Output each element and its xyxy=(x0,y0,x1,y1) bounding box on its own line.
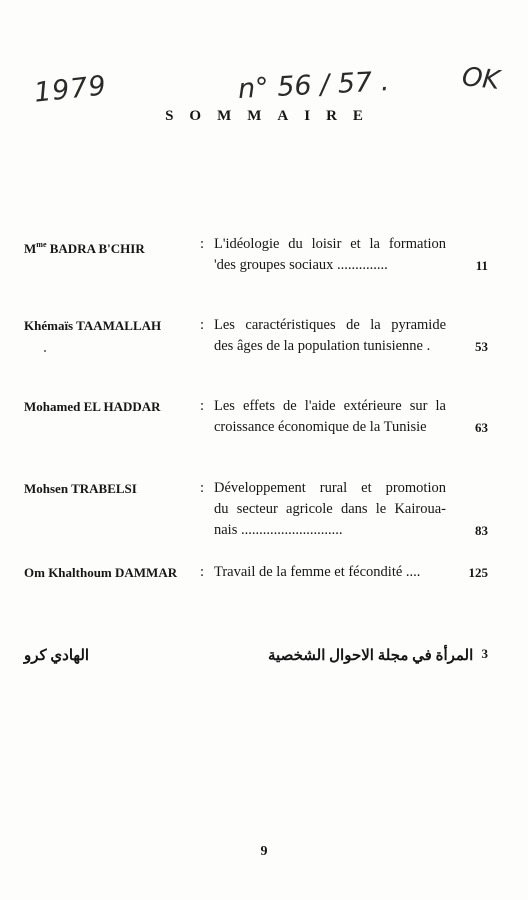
entry-author xyxy=(24,478,137,499)
entry-page-number: 125 xyxy=(468,565,488,580)
entry-author xyxy=(24,234,145,259)
handwritten-issue-number: n° 56 / 57 . xyxy=(237,66,391,105)
entry-author xyxy=(24,315,161,336)
author-name: BADRA B'CHIR xyxy=(49,241,145,256)
arabic-entry-author: الهادي كرو xyxy=(24,648,90,664)
entry-author xyxy=(24,396,161,417)
entry-page-number: 11 xyxy=(475,258,488,273)
entry-title-line: croissance économique de la Tunisie xyxy=(214,419,427,435)
page-title: SOMMAIRE xyxy=(165,108,379,124)
arabic-entry-title: المرأة في مجلة الاحوال الشخصية xyxy=(268,648,474,664)
entry-page-number: 53 xyxy=(475,339,488,354)
entry-title-line: Les effets de l'aide extérieure sur la xyxy=(214,398,446,414)
page-number: 9 xyxy=(260,844,268,859)
entry-title xyxy=(214,234,446,276)
author-name: Mohsen TRABELSI xyxy=(24,481,137,496)
print-speck xyxy=(44,350,46,352)
entry-separator: : xyxy=(200,564,205,580)
arabic-entry-page-number: 3 xyxy=(481,646,488,661)
author-title-superscript: me xyxy=(36,240,47,249)
entry-separator: : xyxy=(200,236,205,252)
entry-separator: : xyxy=(200,480,205,496)
entry-title-line: des âges de la population tunisienne . xyxy=(214,338,431,354)
entry-title-line: Travail de la femme et fécondité .... xyxy=(214,564,421,580)
author-prefix: M xyxy=(24,241,37,256)
entry-title-line: Développement rural et promotion xyxy=(214,480,446,496)
author-name: Mohamed EL HADDAR xyxy=(24,399,161,414)
entry-title xyxy=(214,562,446,583)
entry-title xyxy=(214,478,446,541)
handwritten-ok-mark: OK xyxy=(460,62,501,96)
entry-page-number: 63 xyxy=(475,420,488,435)
entry-author xyxy=(24,562,177,583)
entry-title-line: L'idéologie du loisir et la formation xyxy=(214,236,446,252)
entry-separator: : xyxy=(200,398,205,414)
entry-separator: : xyxy=(200,317,205,333)
entry-title xyxy=(214,315,446,357)
entry-title-line: nais ............................ xyxy=(214,522,343,538)
entry-title-line: du secteur agricole dans le Kairoua- xyxy=(214,501,446,517)
handwritten-year: 1979 xyxy=(32,70,109,109)
entry-title xyxy=(214,396,446,438)
entry-title-line: Les caractéristiques de la pyramide xyxy=(214,317,446,333)
author-name: Om Khalthoum DAMMAR xyxy=(24,565,178,580)
entry-title-line: 'des groupes sociaux .............. xyxy=(214,257,388,273)
entry-page-number: 83 xyxy=(475,523,488,538)
author-name: Khémaïs TAAMALLAH xyxy=(24,318,162,333)
